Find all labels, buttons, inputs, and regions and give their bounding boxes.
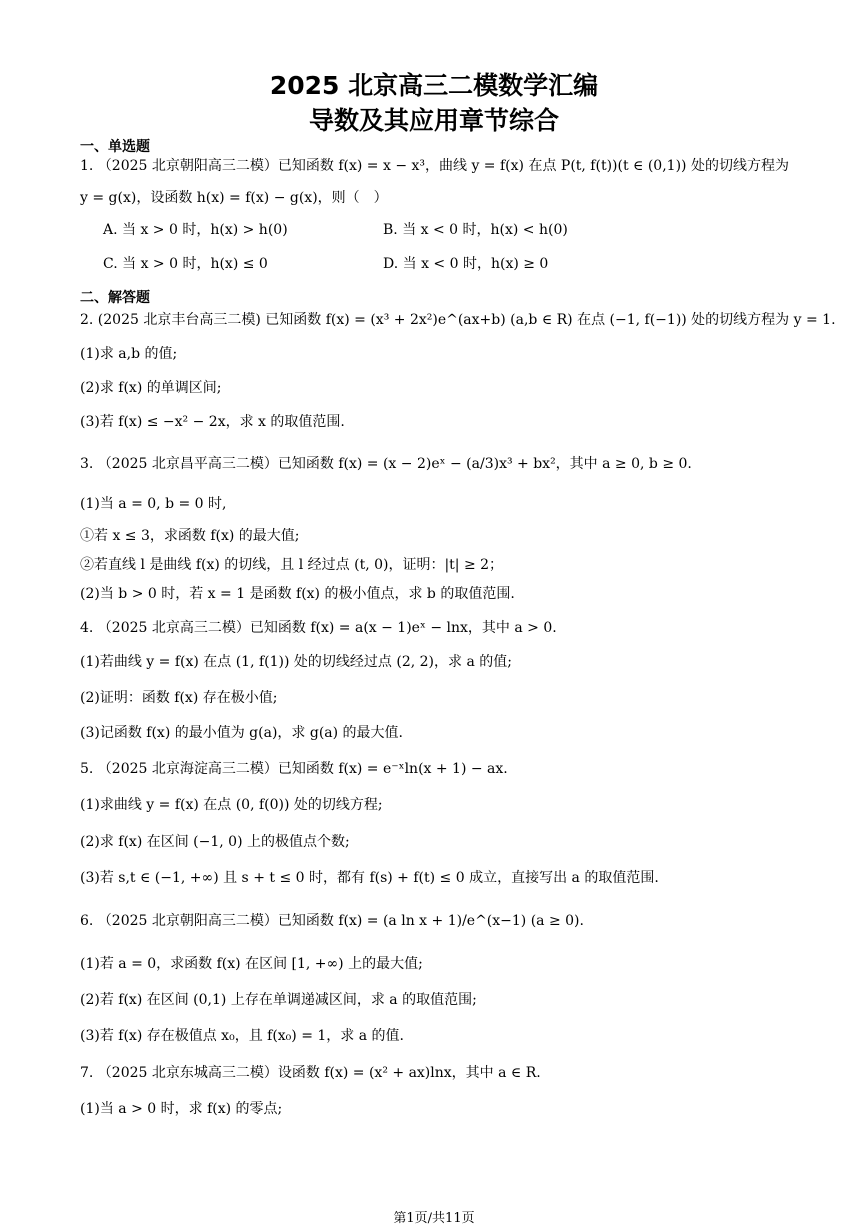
question-1-stem-line1: 1. （2025 北京朝阳高三二模）已知函数 f(x) = x − x³，曲线 y = f(x) 在点 P(t, f(t))(t ∈ (0,1)) 处的切线方程为 — [80, 158, 789, 174]
page-number-footer: 第1页/共11页 — [393, 1211, 475, 1226]
question-1-option-c: C. 当 x > 0 时，h(x) ≤ 0 — [103, 256, 268, 272]
question-5-part-1: (1)求曲线 y = f(x) 在点 (0, f(0)) 处的切线方程; — [80, 797, 383, 813]
question-3-part-1: (1)当 a = 0, b = 0 时, — [80, 496, 227, 512]
question-1-option-b: B. 当 x < 0 时，h(x) < h(0) — [383, 222, 568, 238]
question-5-stem: 5. （2025 北京海淀高三二模）已知函数 f(x) = e⁻ˣln(x + 1) − ax. — [80, 761, 508, 777]
question-4-part-3: (3)记函数 f(x) 的最小值为 g(a)，求 g(a) 的最大值. — [80, 725, 403, 741]
question-5-part-3: (3)若 s,t ∈ (−1, +∞) 且 s + t ≤ 0 时，都有 f(s) + f(t) ≤ 0 成立，直接写出 a 的取值范围. — [80, 870, 659, 886]
question-7-stem: 7. （2025 北京东城高三二模）设函数 f(x) = (x² + ax)lnx，其中 a ∈ R. — [80, 1065, 541, 1081]
question-2-stem: 2. (2025 北京丰台高三二模) 已知函数 f(x) = (x³ + 2x²)e^(ax+b) (a,b ∈ R) 在点 (−1, f(−1)) 处的切线方程为 y = 1. — [80, 312, 836, 328]
question-3-part-1b: ②若直线 l 是曲线 f(x) 的切线，且 l 经过点 (t, 0)，证明：|t| ≥ 2； — [80, 557, 504, 573]
question-2-part-3: (3)若 f(x) ≤ −x² − 2x，求 x 的取值范围. — [80, 414, 345, 430]
question-1-option-d: D. 当 x < 0 时，h(x) ≥ 0 — [383, 256, 549, 272]
question-6-part-2: (2)若 f(x) 在区间 (0,1) 上存在单调递减区间，求 a 的取值范围; — [80, 992, 477, 1008]
question-6-part-1: (1)若 a = 0，求函数 f(x) 在区间 [1, +∞) 上的最大值; — [80, 956, 423, 972]
question-1-option-a: A. 当 x > 0 时，h(x) > h(0) — [103, 222, 288, 238]
question-2-part-2: (2)求 f(x) 的单调区间; — [80, 380, 222, 396]
question-5-part-2: (2)求 f(x) 在区间 (−1, 0) 上的极值点个数; — [80, 834, 350, 850]
section-heading-solution: 二、解答题 — [80, 290, 150, 306]
question-4-stem: 4. （2025 北京高三二模）已知函数 f(x) = a(x − 1)eˣ − lnx，其中 a > 0. — [80, 620, 557, 636]
document-title-line2: 导数及其应用章节综合 — [308, 106, 559, 135]
question-3-part-2: (2)当 b > 0 时，若 x = 1 是函数 f(x) 的极小值点，求 b 的取值范围. — [80, 586, 515, 602]
question-3-part-1a: ①若 x ≤ 3，求函数 f(x) 的最大值; — [80, 528, 300, 544]
section-heading-single-choice: 一、单选题 — [80, 139, 150, 155]
question-7-part-1: (1)当 a > 0 时，求 f(x) 的零点; — [80, 1101, 283, 1117]
question-4-part-1: (1)若曲线 y = f(x) 在点 (1, f(1)) 处的切线经过点 (2, 2)，求 a 的值; — [80, 654, 512, 670]
question-6-stem: 6. （2025 北京朝阳高三二模）已知函数 f(x) = (a ln x + 1)/e^(x−1) (a ≥ 0). — [80, 913, 584, 929]
question-3-stem: 3. （2025 北京昌平高三二模）已知函数 f(x) = (x − 2)eˣ − (a/3)x³ + bx²，其中 a ≥ 0, b ≥ 0. — [80, 456, 692, 472]
question-2-part-1: (1)求 a,b 的值; — [80, 346, 178, 362]
question-4-part-2: (2)证明：函数 f(x) 存在极小值; — [80, 690, 278, 706]
document-title-line1: 2025 北京高三二模数学汇编 — [269, 71, 599, 100]
question-1-stem-line2: y = g(x)，设函数 h(x) = f(x) − g(x)，则（ ） — [80, 190, 388, 206]
question-6-part-3: (3)若 f(x) 存在极值点 x₀，且 f(x₀) = 1，求 a 的值. — [80, 1028, 404, 1044]
